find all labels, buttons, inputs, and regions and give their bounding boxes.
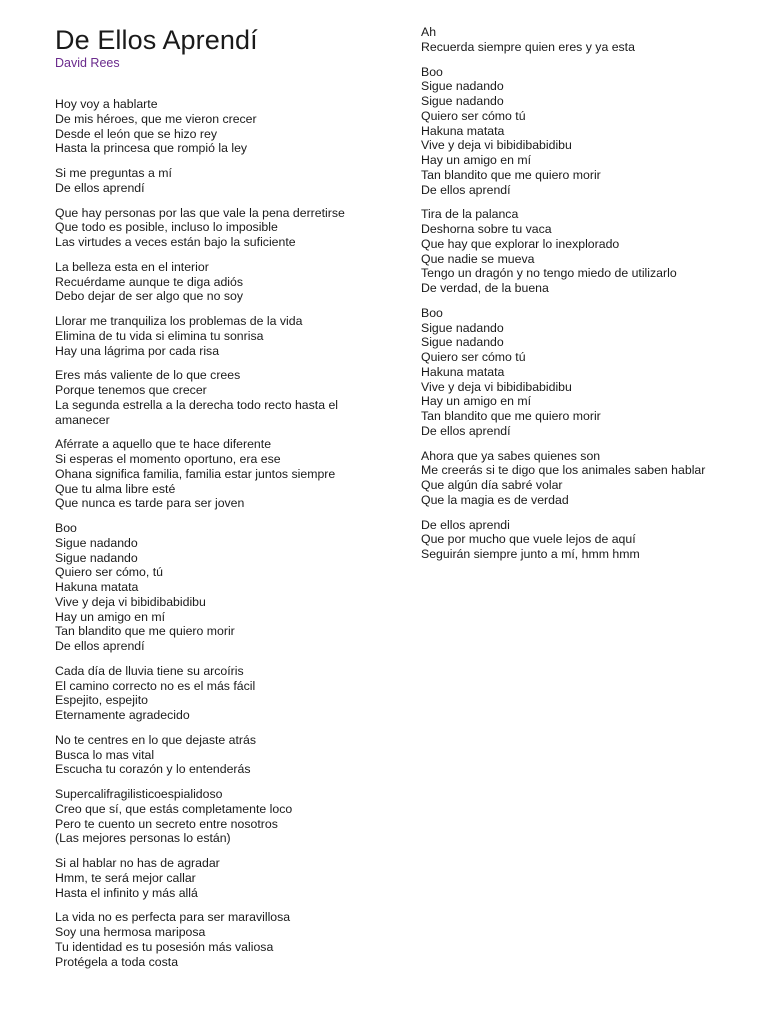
stanza (55, 910, 385, 969)
lyric-line: Hay un amigo en mí (55, 609, 166, 624)
lyric-line: Tengo un dragón y no tengo miedo de utilizarlo (421, 266, 677, 281)
lyric-line: Que hay personas por las que vale la pena derretirse (55, 205, 345, 220)
lyric-line: Quiero ser cómo, tú (55, 565, 163, 580)
lyric-line: Ahora que ya sabes quienes son (421, 448, 601, 463)
lyric-line: Hakuna matata (421, 364, 505, 379)
lyric-line: Hoy voy a hablarte (55, 97, 158, 111)
lyric-line: Hakuna matata (421, 123, 505, 138)
lyric-line: Creo que sí, que estás completamente loco (55, 801, 293, 816)
left-stanzas (55, 97, 385, 969)
lyric-line: Soy una hermosa mariposa (55, 925, 206, 939)
lyric-line: Busca lo mas vital (55, 747, 155, 762)
lyric-line: Que algún día sabré volar (421, 478, 563, 492)
lyric-line: De ellos aprendí (421, 423, 511, 438)
stanza (421, 306, 751, 439)
lyric-line: Debo dejar de ser algo que no soy (55, 289, 243, 304)
lyric-line: La belleza esta en el interior (55, 259, 209, 274)
lyric-line: Tira de la palanca (421, 207, 519, 222)
left-column (55, 24, 385, 979)
lyric-line: Si me preguntas a mí (55, 166, 172, 180)
lyric-line: Supercalifragilisticoespialidoso (55, 787, 223, 801)
lyric-line: Cada día de lluvia tiene su arcoíris (55, 663, 244, 678)
lyric-line: Hasta el infinito y más allá (55, 885, 198, 900)
stanza (421, 207, 751, 296)
lyric-line: De ellos aprendí (421, 182, 511, 197)
lyric-line: Tan blandito que me quiero morir (55, 624, 235, 639)
lyric-line: Sigue nadando (421, 335, 504, 350)
lyric-line: De ellos aprendi (421, 517, 510, 532)
lyric-line: Desde el león que se hizo rey (55, 126, 218, 141)
lyric-line: Boo (55, 521, 77, 535)
stanza (421, 25, 751, 55)
lyric-line: Elimina de tu vida si elimina tu sonrisa (55, 328, 264, 343)
lyric-line: Seguirán siempre junto a mí, hmm hmm (421, 547, 640, 561)
lyric-line: (Las mejores personas lo están) (55, 831, 231, 846)
stanza (55, 260, 385, 304)
lyric-line: De mis héroes, que me vieron crecer (55, 111, 257, 126)
song-title: De Ellos Aprendí (55, 25, 258, 55)
stanza (55, 521, 385, 654)
lyric-line: Protégela a toda costa (55, 954, 179, 969)
lyric-line: Que la magia es de verdad (421, 492, 569, 507)
lyric-line: Que por mucho que vuele lejos de aquí (421, 532, 636, 547)
stanza (55, 166, 385, 196)
lyric-line: Hmm, te será mejor callar (55, 870, 196, 885)
lyric-line: Que tu alma libre esté (55, 481, 176, 496)
lyric-line: De ellos aprendí (55, 180, 145, 195)
lyric-line: Sigue nadando (421, 94, 504, 108)
lyric-line: Aférrate a aquello que te hace diferente (55, 437, 272, 452)
lyric-line: Tu identidad es tu posesión más valiosa (55, 939, 274, 954)
lyric-line: Hasta la princesa que rompió la ley (55, 141, 248, 156)
lyric-line: Que nadie se mueva (421, 251, 535, 266)
lyric-line: Sigue nadando (421, 320, 504, 335)
lyric-line: Boo (421, 64, 443, 79)
stanza (55, 787, 385, 846)
lyric-line: Las virtudes a veces están bajo la suficiente (55, 235, 296, 249)
right-column (421, 25, 751, 572)
lyric-line: Pero te cuento un secreto entre nosotros (55, 816, 278, 831)
stanza (55, 856, 385, 900)
stanza (55, 733, 385, 777)
lyric-line: Que hay que explorar lo inexplorado (421, 236, 620, 251)
lyric-line: Boo (421, 305, 443, 320)
lyric-line: Vive y deja vi bibidibabidibu (421, 138, 572, 153)
lyric-line: El camino correcto no es el más fácil (55, 678, 256, 693)
lyric-line: Tan blandito que me quiero morir (421, 409, 601, 423)
lyric-line: Vive y deja vi bibidibabidibu (55, 594, 206, 609)
lyric-line: Tan blandito que me quiero morir (421, 167, 601, 182)
right-stanzas (421, 25, 751, 562)
lyric-line: Llorar me tranquiliza los problemas de la vida (55, 314, 303, 328)
lyric-line: Hay un amigo en mí (421, 394, 532, 409)
stanza (55, 368, 385, 427)
lyric-line: Hakuna matata (55, 580, 139, 594)
stanza (421, 449, 751, 508)
lyric-line: De ellos aprendí (55, 639, 145, 653)
lyric-line: Si esperas el momento oportuno, era ese (55, 452, 281, 466)
lyric-line: Quiero ser cómo tú (421, 108, 526, 123)
lyric-line: Sigue nadando (421, 79, 504, 94)
lyric-line: Deshorna sobre tu vaca (421, 222, 552, 236)
stanza (421, 518, 751, 562)
lyric-line: Me creerás si te digo que los animales saben hablar (421, 463, 706, 478)
stanza (55, 97, 385, 156)
lyric-line: Sigue nadando (55, 550, 138, 565)
lyric-line: Sigue nadando (55, 535, 138, 550)
lyric-line: Quiero ser cómo tú (421, 350, 526, 364)
lyric-line: Si al hablar no has de agradar (55, 856, 220, 870)
lyric-line: La segunda estrella a la derecha todo recto hasta el amanecer (55, 397, 339, 427)
lyric-line: De verdad, de la buena (421, 281, 549, 295)
stanza (55, 664, 385, 723)
lyric-line: Eternamente agradecido (55, 708, 190, 722)
lyric-line: No te centres en lo que dejaste atrás (55, 732, 256, 747)
stanza (55, 314, 385, 358)
lyric-line: Recuerda siempre quien eres y ya esta (421, 39, 635, 54)
lyric-line: Ah (421, 25, 437, 39)
lyric-line: Porque tenemos que crecer (55, 383, 207, 397)
lyric-line: Recuérdame aunque te diga adiós (55, 274, 244, 289)
lyric-line: La vida no es perfecta para ser maravillosa (55, 910, 291, 925)
lyric-line: Que nunca es tarde para ser joven (55, 496, 245, 511)
song-author: David Rees (55, 56, 120, 70)
lyric-line: Vive y deja vi bibidibabidibu (421, 379, 572, 394)
lyric-line: Eres más valiente de lo que crees (55, 368, 241, 383)
stanza (55, 437, 385, 511)
lyric-line: Espejito, espejito (55, 693, 148, 708)
stanza (55, 206, 385, 250)
lyric-line: Que todo es posible, incluso lo imposible (55, 220, 278, 235)
lyric-line: Ohana significa familia, familia estar juntos siempre (55, 466, 336, 481)
stanza (421, 65, 751, 198)
lyric-line: Hay una lágrima por cada risa (55, 343, 220, 358)
lyric-line: Hay un amigo en mí (421, 153, 532, 167)
lyric-line: Escucha tu corazón y lo entenderás (55, 762, 251, 777)
